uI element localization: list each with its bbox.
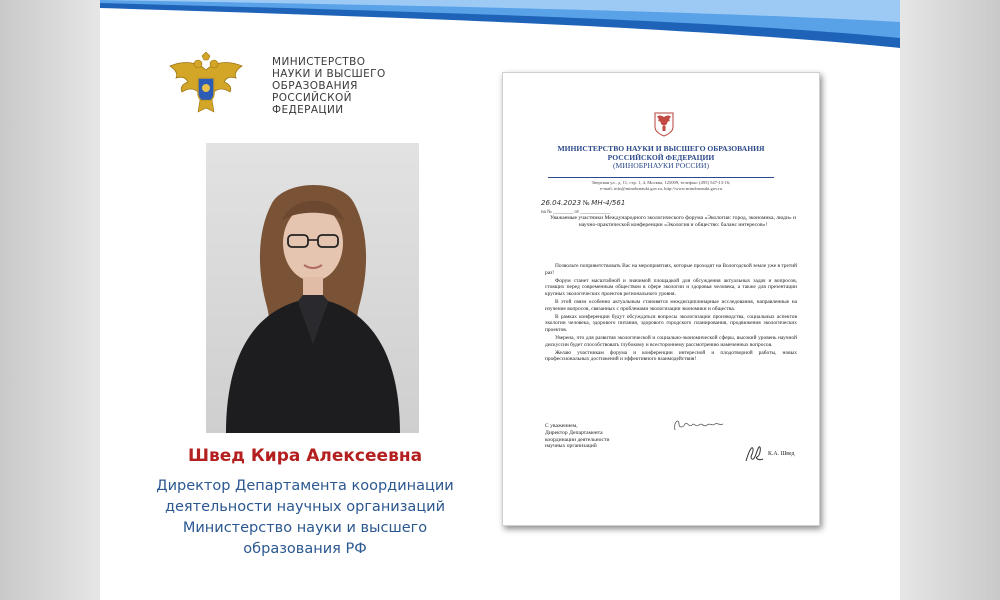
header-wave [100,0,900,60]
reg-prefix: № [582,199,590,207]
person-name: Швед Кира Алексеевна [187,446,423,466]
director-signature [743,441,765,465]
double-headed-eagle-emblem-icon [162,52,250,116]
org-line: (МИНОБРНАУКИ РОССИИ) [613,161,709,171]
letter-organization [523,145,799,171]
letter-address [533,180,789,191]
paragraph: Форум станет масштабной и значимой площадкой для обсуждения актуальных задач и вопросов, стоящих перед современным обществом в сфере экологии и здоровья человека, а также для презентации крупных экологических проектов регионального уровня. [545,277,797,297]
divider [548,177,774,178]
letter-closing: С уважением, Директор Департамента координации деятельности научных организаций [545,423,610,450]
ref-date-label: от [574,210,580,215]
right-backdrop [900,0,1000,600]
portrait-photo [206,143,419,433]
paragraph: В этой связи особенно актуальным становятся междисциплинарные исследования, направленные на изучение вопросов, связанных с проблемами экологизации экономики и общества. [545,299,797,312]
reg-date: 26.04.2023 [541,199,582,207]
reference-line: на № ________ от ____________ [541,210,611,215]
position-line: Директор Департамента координации [156,478,454,494]
russian-coat-of-arms-icon [653,111,675,137]
reg-number: МН-4/561 [591,199,626,207]
paragraph: Уверена, что для развития экологической и социально-экономической сферы, высокий уровень научной дискуссии будет способствовать глубокому и всестороннему рассмотрению намеченных вопросов. [545,335,797,348]
org-line: РОССИЙСКОЙ ФЕДЕРАЦИИ [607,152,715,162]
ref-number-label: на № [541,210,552,215]
letter-salutation: Уважаемые участники Международного экологического форума «Экология: город, экономика, люди» и научно-практической конференции «Экология и общество: баланс интересов»! [549,215,797,228]
ministry-name: МИНИСТЕРСТВО НАУКИ И ВЫСШЕГО ОБРАЗОВАНИЯ РОССИЙСКОЙ ФЕДЕРАЦИИ [272,56,386,116]
position-line: Министерство науки и высшего [182,520,428,536]
registration-line [541,199,625,207]
left-backdrop [0,0,100,600]
slide [100,0,900,600]
person-position [140,476,470,560]
position-line: деятельности научных организаций [164,499,446,515]
paragraph: Позвольте поприветствовать Вас на мероприятиях, которые проходят на Вологодской земле уже в третий раз! [545,263,797,276]
handwritten-signature-mark [671,416,726,434]
address-line: Тверская ул., д. 11, стр. 1, 4, Москва, 125009, телефон: (495) 547-13-16, [591,180,731,185]
signatory-name: К.А. Швед [768,451,795,457]
letter-body [545,263,797,365]
position-line: образования РФ [243,541,367,557]
address-line: e-mail: info@minobrnauki.gov.ru, http://www.minobrnauki.gov.ru [599,185,723,191]
paragraph: В рамках конференции будут обсуждаться вопросы экологизации производства, социальных аспектов экологии человека, здорового питания, здорового городского планирования, продвижения экологических проектов. [545,313,797,333]
org-line: МИНИСТЕРСТВО НАУКИ И ВЫСШЕГО ОБРАЗОВАНИЯ [557,144,765,153]
official-letter [502,72,820,526]
paragraph: Желаю участникам форума и конференции интересной и плодотворной работы, новых профессиональных достижений и эффективного взаимодействия! [545,349,797,363]
